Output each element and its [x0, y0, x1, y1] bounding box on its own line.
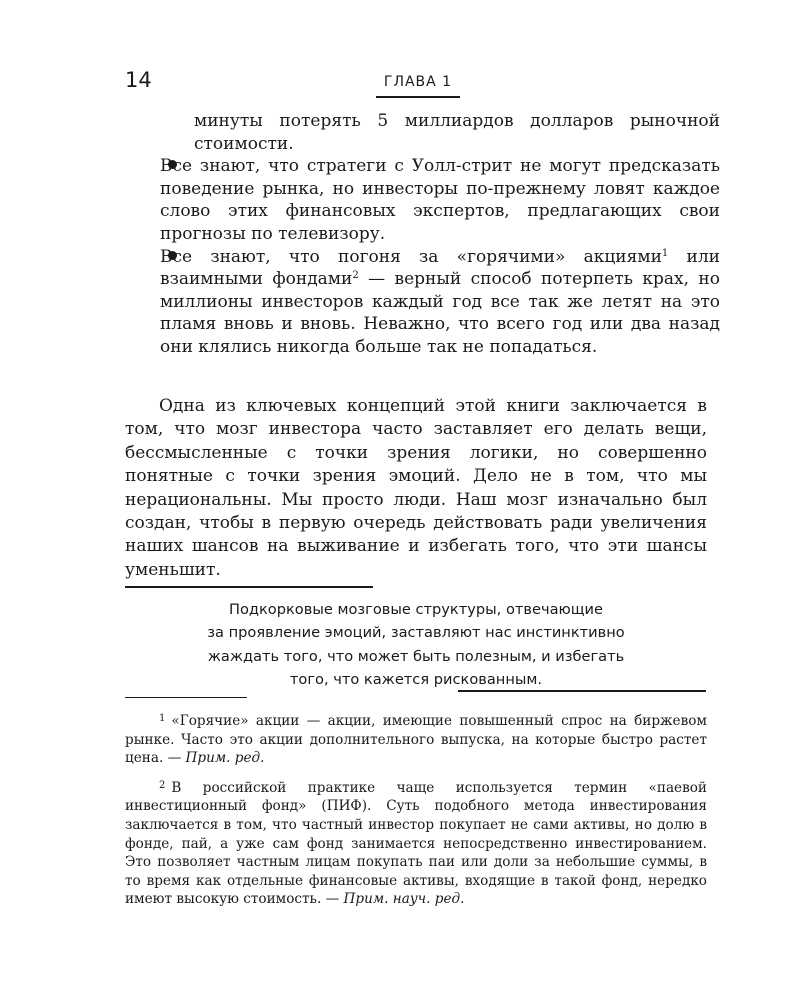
footnote-2: [125, 777, 707, 909]
footnote-text: «Горячие» акции — акции, имеющие повышенный спрос на биржевом рынке. Часто это акции дополнительного выпуска, на которые быстро растет цена. —: [125, 713, 707, 767]
footnote-number: 2: [159, 779, 166, 791]
bullet-item-text: Все знают, что стратеги с Уолл-стрит не могут предсказать поведение рынка, но инвесторы по-прежнему ловят каждое слово этих финансовых экспертов, предлагающих свои прогнозы по телевизору.: [160, 156, 720, 244]
pull-quote-line: того, что кажется рискованным.: [289, 671, 543, 689]
pull-quote-rule-bottom: [458, 690, 706, 692]
footnotes: [125, 710, 707, 918]
pull-quote-line: Подкорковые мозговые структуры, отвечающие: [228, 601, 604, 618]
footnote-number: 1: [159, 713, 166, 724]
bullet-item-strategists: [160, 155, 720, 245]
bullet-text-part: — верный способ потерпеть крах, но миллионы инвесторов каждый год все так же летят на это пламя вновь и вновь. Неважно, что всего год или два назад они клялись никогда больше так не попадаться.: [160, 269, 720, 357]
footnote-separator: [125, 697, 247, 698]
bullet-continuation: [160, 110, 720, 155]
pull-quote-line: жаждать того, что может быть полезным, и избегать: [207, 647, 625, 665]
editor-note: Прим. ред.: [185, 750, 265, 767]
bullet-item-text: [160, 246, 720, 359]
footnote-text: В российской практике чаще используется термин «паевой инвестиционный фонд» (ПИФ). Суть подобного метода инвестирования заключается в том, что частный инвестор покупает не сами активы, но долю в фонде, пай, а уже сам фонд занимается непосредственно инвестированием. Это позволяет частным лицам покупать паи или доли за небольшие суммы, в то время как отдельные финансовые активы, входящие в такой фонд, нередко имеют высокую стоимость. —: [125, 779, 707, 908]
body-paragraph: Одна из ключевых концепций этой книги заключается в том, что мозг инвестора часто заставляет его делать вещи, бессмысленные с точки зрения логики, но совершенно понятные с точки зрения эмоций. Дело не в том, что мы нерациональны. Мы просто люди. Наш мозг изначально был создан, чтобы в первую очередь действовать ради увеличения наших шансов на выживание и избегать того, что эти шансы уменьшит.: [125, 396, 707, 580]
pull-quote: [130, 598, 702, 692]
footnote-1: [125, 710, 707, 768]
bullet-text-part: или взаимными фондами: [160, 246, 720, 290]
bullet-item-hot-stocks: [160, 246, 720, 359]
page-number: 14: [125, 68, 152, 92]
pull-quote-rule-top: [125, 586, 373, 588]
editor-note: Прим. науч. ред.: [343, 891, 465, 908]
bullet-list: [160, 110, 720, 359]
running-head: ГЛАВА 1: [383, 74, 453, 90]
bullet-text-part: Все знают, что погоня за «горячими» акциями: [160, 246, 662, 267]
pull-quote-line: за проявление эмоций, заставляют нас инстинктивно: [207, 624, 625, 642]
footnote-ref[interactable]: 2: [352, 270, 359, 282]
footnote-ref[interactable]: 1: [661, 247, 669, 259]
bullet-continuation-text: минуты потерять 5 миллиардов долларов рыночной стоимости.: [194, 111, 720, 154]
running-head-rule: [376, 96, 460, 98]
